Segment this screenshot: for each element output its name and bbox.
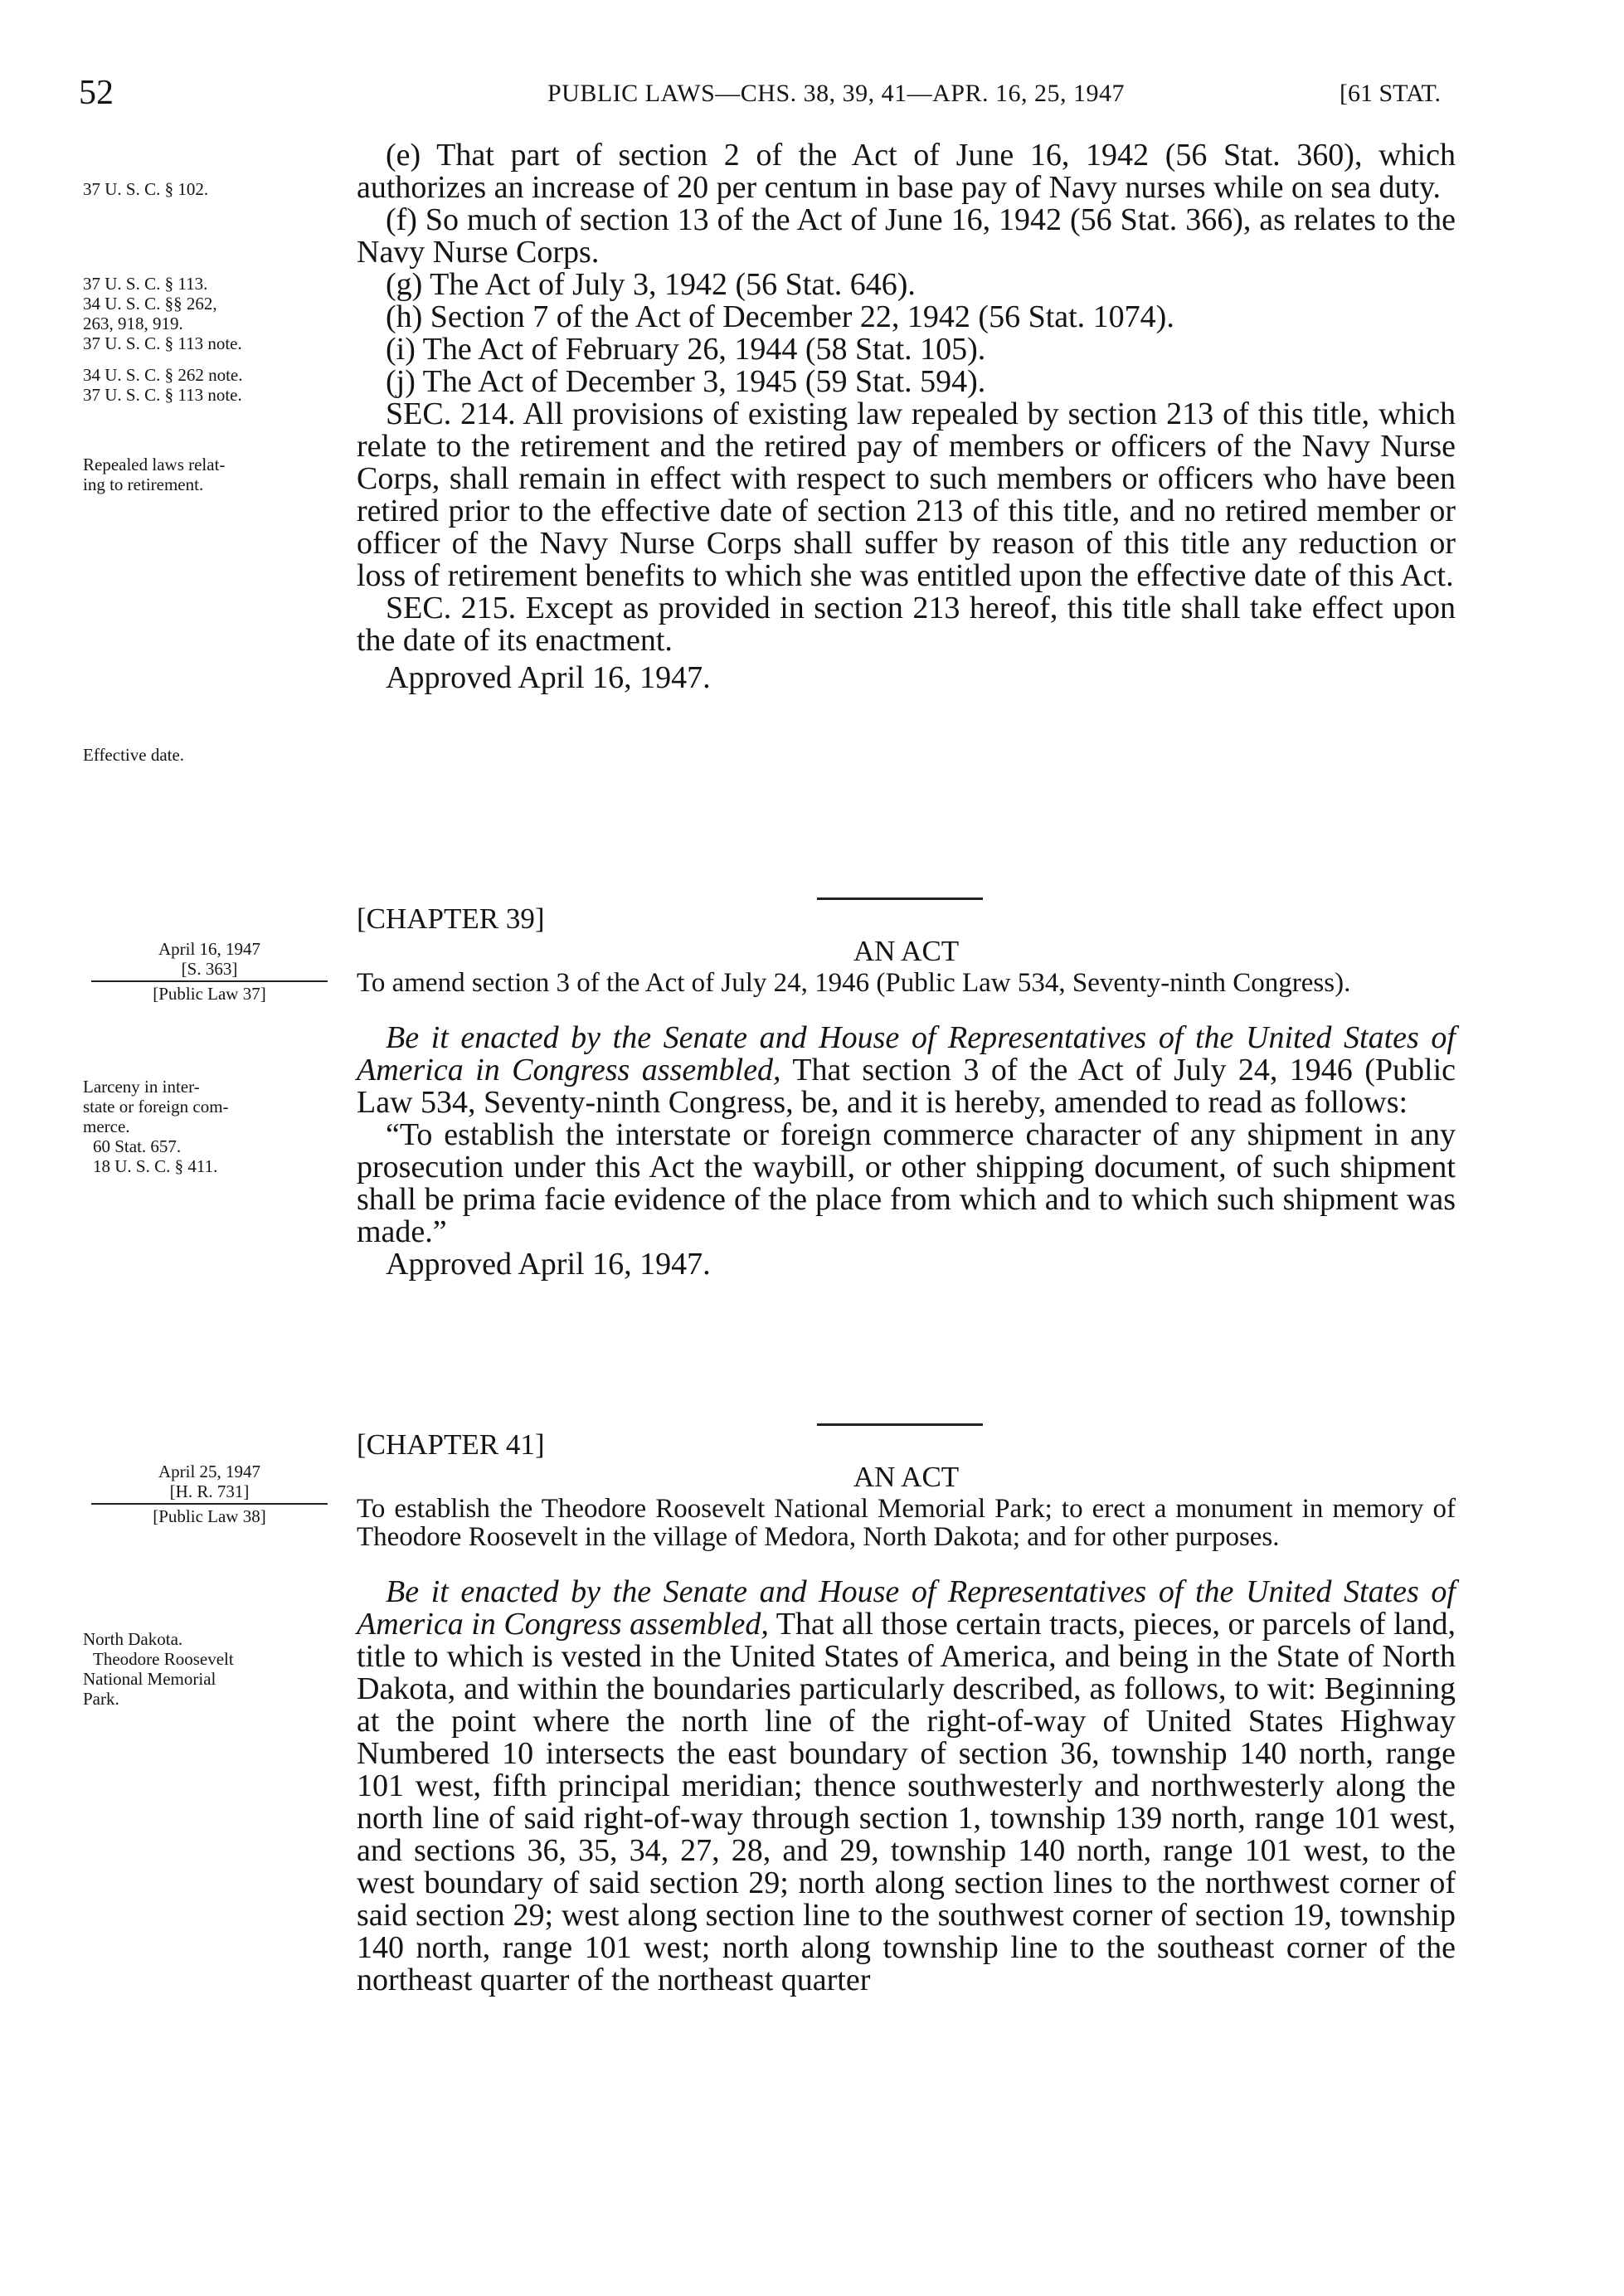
margin-rule bbox=[91, 1503, 328, 1505]
chapter-41-title: To establish the Theodore Roosevelt National Memorial Park; to erect a monument in memory of Theodore Roosevelt in the village of Medora, North Dakota; and for other purposes. bbox=[357, 1494, 1456, 1552]
chapter-39-text: That section 3 of the Act of July 24, 1946 (Public Law 534, Seventy-ninth Congress, be, and it is hereby, amended to read as follows: bbox=[357, 1053, 1456, 1120]
margin-note-line: Theodore Roosevelt bbox=[93, 1649, 234, 1669]
margin-note-ch39-citation bbox=[83, 939, 336, 1004]
enacting-clause-1: Be it enacted by the Senate and House of Representatives of the United States of America in Congress assembled, bbox=[357, 1020, 1456, 1087]
item-e: (e) That part of section 2 of the Act of June 16, 1942 (56 Stat. 360), which authorizes an increase of 20 per centum in base pay of Navy nurses while on sea duty. bbox=[357, 138, 1456, 205]
chapter-41-enactment bbox=[357, 1576, 1456, 1997]
margin-note-line: 60 Stat. 657. bbox=[93, 1136, 182, 1156]
enacting-clause-2: Be it enacted by the Senate and House of Representatives of the United States of America in Congress assembled, bbox=[357, 1574, 1456, 1642]
margin-note-date: April 16, 1947 bbox=[158, 939, 261, 959]
chapter-41-heading: [CHAPTER 41] bbox=[357, 1428, 545, 1461]
margin-note-larceny bbox=[83, 1077, 336, 1176]
margin-note-line: 37 U. S. C. § 113. bbox=[83, 274, 208, 294]
item-i: (i) The Act of February 26, 1944 (58 Stat. 105). bbox=[386, 332, 986, 367]
margin-note-line: merce. bbox=[83, 1116, 130, 1136]
margin-note-usc-37-113 bbox=[83, 274, 336, 405]
chapter-39-rule bbox=[817, 897, 983, 900]
margin-note-line: 37 U. S. C. § 113 note. bbox=[83, 385, 242, 405]
margin-note-law: [Public Law 38] bbox=[153, 1506, 266, 1526]
margin-note-bill: [H. R. 731] bbox=[169, 1481, 250, 1501]
an-act-heading-1: AN ACT bbox=[853, 935, 960, 967]
running-head: PUBLIC LAWS—CHS. 38, 39, 41—APR. 16, 25, 1947 bbox=[547, 80, 1125, 107]
title-end-sections bbox=[357, 139, 1456, 694]
margin-note-line: Larceny in inter- bbox=[83, 1077, 200, 1097]
chapter-39-quote: “To establish the interstate or foreign commerce character of any shipment in any prosecution under this Act the waybill, or other shipping document, of such shipment shall be prima facie evidence of the place from which and to which such shipment was made.” bbox=[357, 1117, 1456, 1249]
margin-note-line: state or foreign com- bbox=[83, 1097, 229, 1116]
item-g: (g) The Act of July 3, 1942 (56 Stat. 646). bbox=[386, 267, 916, 302]
margin-note-bill: [S. 363] bbox=[181, 959, 238, 979]
volume-reference: [61 STAT. bbox=[1340, 80, 1442, 107]
margin-note-line: 18 U. S. C. § 411. bbox=[93, 1156, 218, 1176]
chapter-39-enactment bbox=[357, 1022, 1456, 1119]
margin-note-line: ing to retirement. bbox=[83, 474, 204, 494]
margin-note-repealed-laws bbox=[83, 455, 336, 494]
chapter-41-rule bbox=[817, 1423, 983, 1426]
margin-note-line: 37 U. S. C. § 113 note. bbox=[83, 333, 242, 353]
margin-note-line: 34 U. S. C. § 262 note. bbox=[83, 365, 243, 385]
margin-note-line: Park. bbox=[83, 1689, 119, 1709]
chapter-41-text: That all those certain tracts, pieces, or parcels of land, title to which is vested in the United States of America, and being in the State of North Dakota, and within the boundaries particularly described, as follows, to wit: Beginning at the point where the north line of the right-of-way of United States Highway Numbered 10 intersects the east boundary of section 36, township 140 north, range 101 west, fifth principal meridian; thence southwesterly and northwesterly along the north line of said right-of-way through section 1, township 139 north, range 101 west, and sections 36, 35, 34, 27, 28, and 29, township 140 north, range 101 west, to the west boundary of said section 29; north along section lines to the northwest corner of said section 29; west along section line to the southwest corner of section 19, township 140 north, range 101 west; north along township line to the southeast corner of the northeast quarter of the northeast quarter bbox=[357, 1607, 1456, 1997]
approved-date-2: Approved April 16, 1947. bbox=[386, 1247, 711, 1282]
margin-note-line: Repealed laws relat- bbox=[83, 455, 226, 474]
section-215: SEC. 215. Except as provided in section 213 hereof, this title shall take effect upon the date of its enactment. bbox=[357, 591, 1456, 658]
margin-note-date: April 25, 1947 bbox=[158, 1462, 261, 1481]
chapter-39-heading: [CHAPTER 39] bbox=[357, 902, 545, 935]
margin-note-line: 34 U. S. C. §§ 262, bbox=[83, 294, 217, 314]
margin-note-line: 263, 918, 919. bbox=[83, 314, 183, 333]
item-h: (h) Section 7 of the Act of December 22, 1942 (56 Stat. 1074). bbox=[386, 299, 1174, 334]
margin-rule bbox=[91, 980, 328, 982]
section-214: SEC. 214. All provisions of existing law repealed by section 213 of this title, which relate to the retirement and the retired pay of members or officers of the Navy Nurse Corps, shall remain in effect with respect to such members or officers who have been retired prior to the effective date of section 213 of this title, and no retired member or officer of the Navy Nurse Corps shall suffer by reason of this title any reduction or loss of retirement benefits to which she was entitled upon the effective date of this Act. bbox=[357, 396, 1456, 593]
chapter-39-title: To amend section 3 of the Act of July 24, 1946 (Public Law 534, Seventy-ninth Congress). bbox=[357, 968, 1351, 998]
margin-note-north-dakota bbox=[83, 1629, 336, 1709]
margin-note-line: North Dakota. bbox=[83, 1629, 183, 1649]
chapter-41 bbox=[357, 1428, 1456, 1997]
chapter-39 bbox=[357, 902, 1456, 1281]
item-f: (f) So much of section 13 of the Act of June 16, 1942 (56 Stat. 366), as relates to the Navy Nurse Corps. bbox=[357, 202, 1456, 270]
margin-note-effective-date: Effective date. bbox=[83, 745, 185, 765]
margin-note-law: [Public Law 37] bbox=[153, 984, 266, 1004]
page-number: 52 bbox=[79, 74, 114, 112]
margin-note-ch41-citation bbox=[83, 1462, 336, 1526]
margin-note-line: National Memorial bbox=[83, 1669, 216, 1689]
an-act-heading-2: AN ACT bbox=[853, 1461, 960, 1493]
approved-date-1: Approved April 16, 1947. bbox=[386, 660, 711, 695]
margin-note-usc-37-102: 37 U. S. C. § 102. bbox=[83, 179, 209, 199]
item-j: (j) The Act of December 3, 1945 (59 Stat. 594). bbox=[386, 364, 986, 399]
